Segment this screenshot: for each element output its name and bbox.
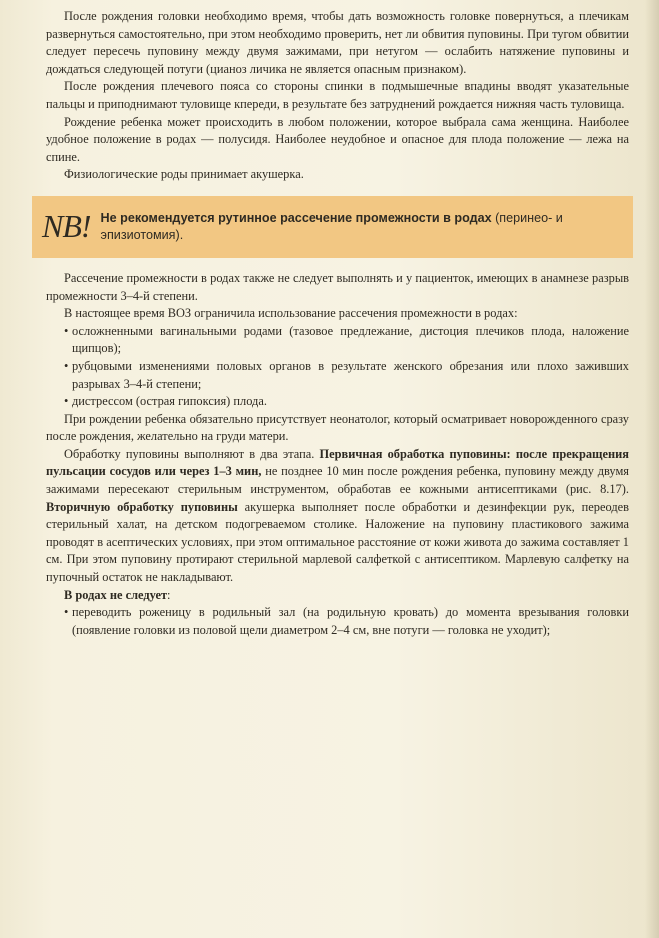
- bold-run: Вторичную обработку пуповины: [46, 499, 238, 514]
- paragraph-cord-care: [46, 446, 629, 587]
- bullet-list: [46, 323, 629, 411]
- text-run: акушерка выполняет после обработки и дезинфекции рук, переодев стерильный халат, на детском подогреваемом столике. Наложение на пуповину пластикового зажима проводят в асептических условиях, при этом оптимальное расстояние от кожи живота до зажима составляет 1 см. При этом пуповину протирают стерильной марлевой салфеткой с антисептиком. Марлевую салфетку на пупочный остаток не накладывают.: [46, 499, 629, 585]
- subheading-colon: :: [167, 587, 171, 602]
- paragraph: При рождении ребенка обязательно присутствует неонатолог, который осматривает новорожденного сразу после рождения, желательно на груди матери.: [46, 411, 629, 444]
- list-item: • рубцовыми изменениями половых органов в результате женского обрезания или плохо заживших разрывах 3–4-й степени;: [64, 358, 629, 393]
- paragraph: В настоящее время ВОЗ ограничила использование рассечения промежности в родах:: [64, 306, 518, 321]
- list-item: • дистрессом (острая гипоксия) плода.: [64, 393, 629, 411]
- paragraph: После рождения плечевого пояса со стороны спинки в подмышечные впадины вводят указательные пальцы и приподнимают туловище кпереди, в результате без затруднений рождается нижняя часть туловища.: [46, 79, 629, 111]
- subheading-paragraph: [46, 587, 629, 605]
- list-item: • переводить роженицу в родильный зал (на родильную кровать) до момента врезывания головки (появление головки из половой щели диаметром 2–4 см, вне потуги — головка не уходит);: [64, 604, 629, 639]
- paragraph: Рождение ребенка может происходить в любом положении, которое выбрала сама женщина. Наиболее удобное положение в родах — полусидя. Наиболее неудобное и опасное для плода положение — лежа на спине.: [46, 114, 629, 164]
- text-run: не позднее 10 мин после рождения ребенка, пуповину между двумя зажимами пересекают стерильным инструментом, обработав ее кожными антисептиками (рис. 8.17).: [46, 464, 629, 497]
- paragraph: Физиологические роды принимает акушерка.: [64, 167, 304, 182]
- list-item: • осложненными вагинальными родами (тазовое предлежание, дистоция плечиков плода, наложение щипцов);: [64, 323, 629, 358]
- subheading: В родах не следует: [64, 587, 168, 602]
- nb-bold-text: Не рекомендуется рутинное рассечение промежности в родах: [100, 210, 492, 225]
- paragraph: Рассечение промежности в родах также не следует выполнять и у пациенток, имеющих в анамнезе разрыв промежности 3–4-й степени.: [46, 270, 629, 303]
- nb-normal-text: (перинео- и эпизиотомия).: [100, 210, 563, 242]
- paragraph: После рождения головки необходимо время, чтобы дать возможность головке повернуться, а плечикам развернуться самостоятельно, при этом необходимо проверить, нет ли обвития пуповины. При тугом обвитии следует пересечь пуповину между двумя зажимами, при нетугом — ослабить натяжение пуповины и дождаться следующей потуги (цианоз личика не является опасным признаком).: [46, 9, 629, 76]
- nb-text: [101, 210, 619, 244]
- nb-callout: [32, 196, 633, 258]
- nb-mark: NB!: [42, 208, 91, 245]
- bullet-list: [46, 604, 629, 639]
- bold-run: Первичная обработка пуповины: после прекращения пульсации сосудов или через 1–3 мин,: [46, 446, 629, 479]
- text-run: Обработку пуповины выполняют в два этапа.: [64, 446, 320, 461]
